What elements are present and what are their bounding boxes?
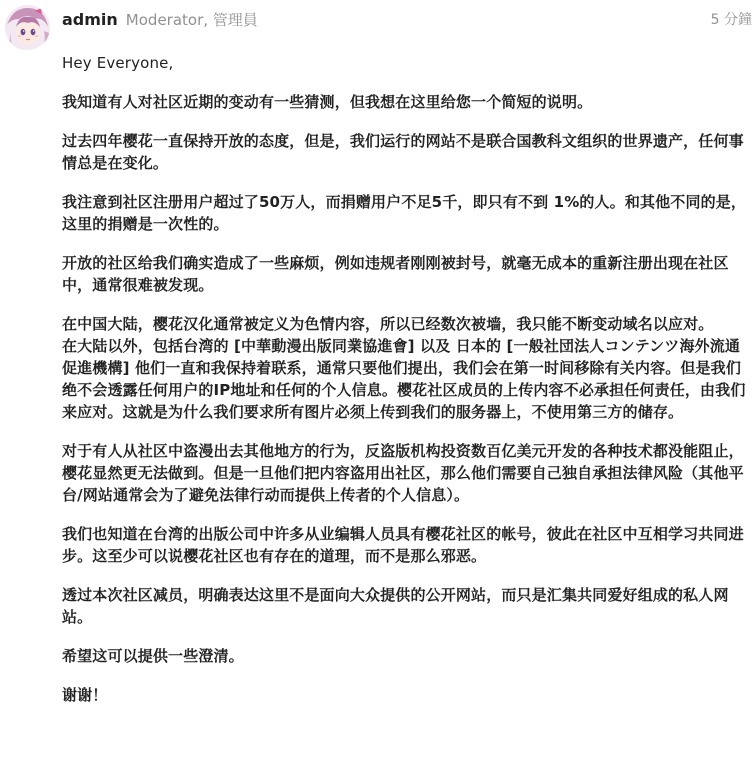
post-paragraph: 在中国大陆，樱花汉化通常被定义为色情内容，所以已经数次被墙，我只能不断变动域名以应对。 [62, 315, 714, 333]
author-username[interactable]: admin [62, 9, 118, 29]
post-paragraph: 在大陆以外，包括台湾的 [中華動漫出版同業協進會] 以及 日本的 [一般社団法人コンテンツ海外流通促進機構] 他们一直和我保持着联系，通常只要他们提出，我们会在第一时间移除有关内容。但是我们绝不会透露任何用户的IP地址和任何的个人信息。樱花社区成员的上传内容不必承担任何责任，由我们来应对。这就是为什么我们要求所有图片必须上传到我们的服务器上，不使用第三方的储存。 [62, 337, 746, 421]
post-paragraph: 我们也知道在台湾的出版公司中许多从业编辑人员具有樱花社区的帐号，彼此在社区中互相学习共同进步。这至少可以说樱花社区也有存在的道理，而不是那么邪恶。 [62, 525, 744, 565]
post-paragraph: 开放的社区给我们确实造成了一些麻烦，例如违规者刚刚被封号，就毫无成本的重新注册出现在社区中，通常很难被发现。 [62, 254, 729, 294]
post-paragraph: 谢谢！ [62, 686, 108, 704]
post-header [62, 6, 752, 32]
post-paragraph: 透过本次社区减员，明确表达这里不是面向大众提供的公开网站，而只是汇集共同爱好组成的私人网站。 [62, 586, 729, 626]
anime-character-avatar-icon[interactable] [5, 5, 50, 50]
post-paragraph: Hey Everyone, [62, 54, 174, 72]
author-title: Moderator, 管理員 [125, 10, 258, 29]
post-paragraph: 我知道有人对社区近期的变动有一些猜测，但我想在这里给您一个简短的说明。 [62, 93, 593, 111]
post-paragraph: 希望这可以提供一些澄清。 [62, 647, 244, 665]
post-date[interactable]: 5 分鐘 [710, 12, 752, 28]
post-paragraph: 对于有人从社区中盗漫出去其他地方的行为，反盗版机构投资数百亿美元开发的各种技术都没能阻止，樱花显然更无法做到。但是一旦他们把内容盗用出社区，那么他们需要自己独自承担法律风险（其他平台/网站通常会为了避免法律行动而提供上传者的个人信息）。 [62, 442, 744, 504]
post-paragraph: 过去四年樱花一直保持开放的态度，但是，我们运行的网站不是联合国教科文组织的世界遗产，任何事情总是在变化。 [62, 132, 744, 172]
post-paragraph: 我注意到社区注册用户超过了50万人，而捐赠用户不足5千，即只有不到 1%的人。和其他不同的是，这里的捐赠是一次性的。 [62, 193, 747, 233]
post-body [62, 52, 750, 723]
